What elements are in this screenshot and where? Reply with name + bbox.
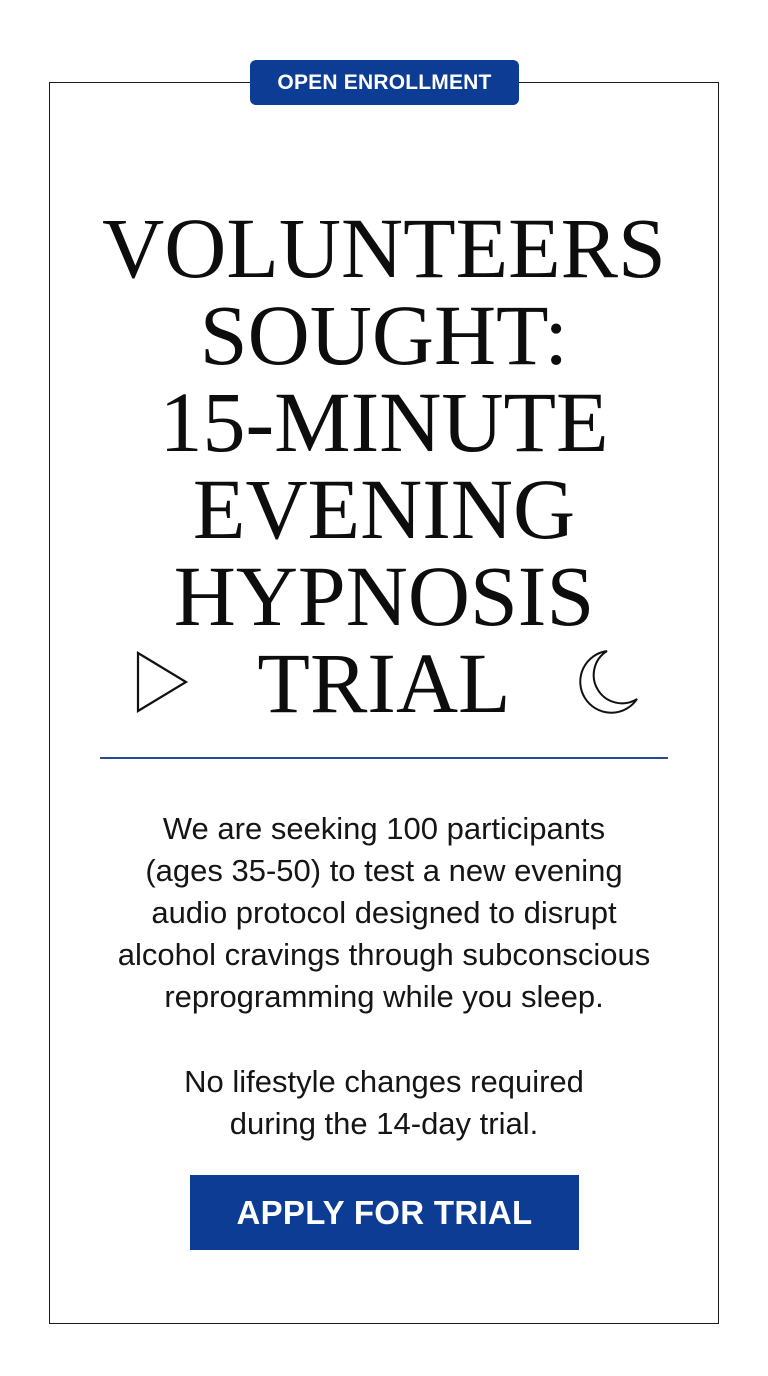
- description-line: reprogramming while you sleep.: [164, 979, 604, 1014]
- description-line: alcohol cravings through subconscious: [117, 937, 651, 972]
- note-line: No lifestyle changes required: [184, 1064, 584, 1099]
- description: [60, 808, 708, 1018]
- headline-line: HYPNOSIS: [173, 548, 595, 644]
- divider: [100, 757, 668, 759]
- headline-line: EVENING: [192, 461, 576, 557]
- moon-icon: [574, 647, 640, 717]
- play-icon: [134, 649, 190, 715]
- description-line: We are seeking 100 participants: [162, 811, 606, 846]
- note-line: during the 14-day trial.: [229, 1106, 539, 1141]
- apply-button[interactable]: APPLY FOR TRIAL: [190, 1175, 579, 1250]
- trial-note: [60, 1061, 708, 1145]
- description-line: (ages 35-50) to test a new evening: [145, 853, 623, 888]
- headline-line: TRIAL: [257, 635, 511, 731]
- headline-line: SOUGHT:: [199, 287, 569, 383]
- headline-line: VOLUNTEERS: [102, 200, 666, 296]
- enrollment-badge: OPEN ENROLLMENT: [250, 60, 519, 105]
- description-line: audio protocol designed to disrupt: [151, 895, 617, 930]
- headline-line: 15-MINUTE: [159, 374, 609, 470]
